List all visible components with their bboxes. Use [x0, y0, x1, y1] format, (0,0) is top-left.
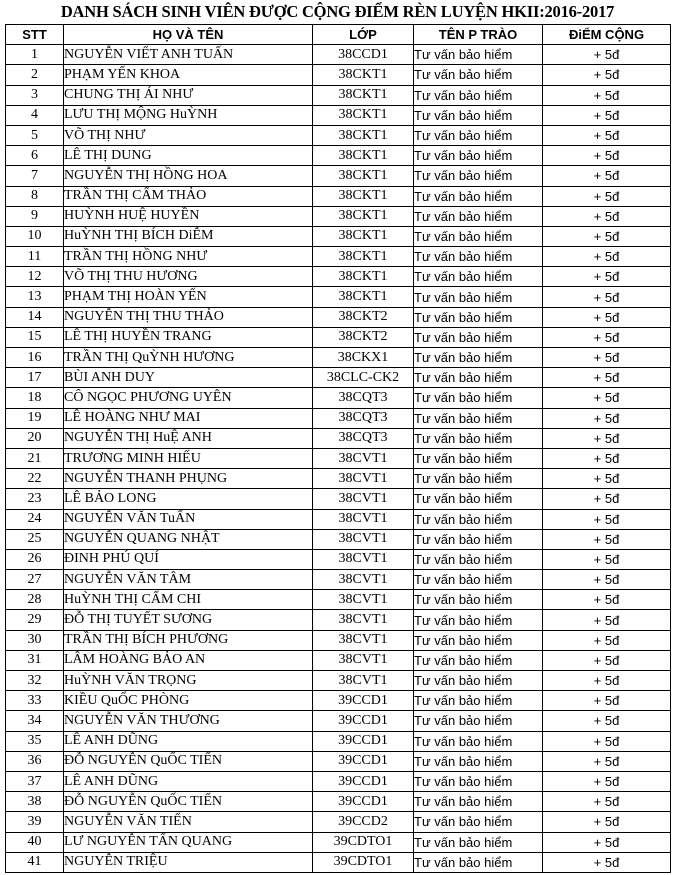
movement-name: Tư vấn bảo hiểm	[414, 529, 543, 549]
row-number: 16	[6, 348, 64, 368]
table-row	[6, 489, 671, 509]
student-name: HUỲNH HUỆ HUYỀN	[64, 206, 313, 226]
movement-name: Tư vấn bảo hiểm	[414, 307, 543, 327]
row-number: 18	[6, 388, 64, 408]
bonus-points: + 5đ	[543, 166, 671, 186]
bonus-points: + 5đ	[543, 247, 671, 267]
movement-name: Tư vấn bảo hiểm	[414, 751, 543, 771]
table-row	[6, 105, 671, 125]
student-name: LÊ HOÀNG NHƯ MAI	[64, 408, 313, 428]
bonus-points: + 5đ	[543, 771, 671, 791]
bonus-points: + 5đ	[543, 711, 671, 731]
student-name: KIỀU QuỐC PHÒNG	[64, 691, 313, 711]
movement-name: Tư vấn bảo hiểm	[414, 771, 543, 791]
class-code: 39CCD1	[313, 771, 414, 791]
bonus-points: + 5đ	[543, 610, 671, 630]
row-number: 31	[6, 650, 64, 670]
table-row	[6, 45, 671, 65]
movement-name: Tư vấn bảo hiểm	[414, 630, 543, 650]
row-number: 17	[6, 368, 64, 388]
movement-name: Tư vấn bảo hiểm	[414, 731, 543, 751]
row-number: 27	[6, 570, 64, 590]
bonus-points: + 5đ	[543, 509, 671, 529]
row-number: 4	[6, 105, 64, 125]
header-stt: STT	[6, 25, 64, 45]
movement-name: Tư vấn bảo hiểm	[414, 348, 543, 368]
table-row	[6, 125, 671, 145]
bonus-points: + 5đ	[543, 751, 671, 771]
table-row	[6, 570, 671, 590]
student-name: NGUYỄN VĂN TuẤN	[64, 509, 313, 529]
class-code: 38CKT2	[313, 307, 414, 327]
table-row	[6, 650, 671, 670]
class-code: 38CKT1	[313, 65, 414, 85]
movement-name: Tư vấn bảo hiểm	[414, 691, 543, 711]
table-row	[6, 146, 671, 166]
class-code: 38CKT1	[313, 125, 414, 145]
movement-name: Tư vấn bảo hiểm	[414, 186, 543, 206]
student-name: LÊ THỊ HUYỀN TRANG	[64, 327, 313, 347]
movement-name: Tư vấn bảo hiểm	[414, 852, 543, 872]
table-row	[6, 610, 671, 630]
student-name: NGUYỄN THỊ THU THẢO	[64, 307, 313, 327]
class-code: 38CVT1	[313, 610, 414, 630]
bonus-points: + 5đ	[543, 307, 671, 327]
bonus-points: + 5đ	[543, 226, 671, 246]
row-number: 36	[6, 751, 64, 771]
movement-name: Tư vấn bảo hiểm	[414, 610, 543, 630]
student-name: LÊ THỊ DUNG	[64, 146, 313, 166]
movement-name: Tư vấn bảo hiểm	[414, 45, 543, 65]
table-row	[6, 630, 671, 650]
bonus-points: + 5đ	[543, 45, 671, 65]
class-code: 38CKT1	[313, 267, 414, 287]
student-name: LÊ BẢO LONG	[64, 489, 313, 509]
row-number: 25	[6, 529, 64, 549]
student-name: CÔ NGỌC PHƯƠNG UYÊN	[64, 388, 313, 408]
class-code: 38CKT1	[313, 287, 414, 307]
class-code: 38CVT1	[313, 529, 414, 549]
student-name: NGUYỄN THỊ HuỆ ANH	[64, 428, 313, 448]
class-code: 39CCD1	[313, 691, 414, 711]
movement-name: Tư vấn bảo hiểm	[414, 549, 543, 569]
class-code: 38CCD1	[313, 45, 414, 65]
class-code: 38CVT1	[313, 509, 414, 529]
table-row	[6, 812, 671, 832]
table-row	[6, 226, 671, 246]
bonus-points: + 5đ	[543, 630, 671, 650]
row-number: 3	[6, 85, 64, 105]
table-row	[6, 166, 671, 186]
student-name: HuỲNH THỊ CẨM CHI	[64, 590, 313, 610]
movement-name: Tư vấn bảo hiểm	[414, 85, 543, 105]
bonus-points: + 5đ	[543, 650, 671, 670]
row-number: 12	[6, 267, 64, 287]
student-name: VÕ THỊ THU HƯƠNG	[64, 267, 313, 287]
table-row	[6, 408, 671, 428]
bonus-points: + 5đ	[543, 549, 671, 569]
movement-name: Tư vấn bảo hiểm	[414, 125, 543, 145]
class-code: 38CKT1	[313, 166, 414, 186]
header-class: LỚP	[313, 25, 414, 45]
movement-name: Tư vấn bảo hiểm	[414, 226, 543, 246]
student-name: ĐINH PHÚ QUÍ	[64, 549, 313, 569]
movement-name: Tư vấn bảo hiểm	[414, 469, 543, 489]
row-number: 6	[6, 146, 64, 166]
table-row	[6, 307, 671, 327]
table-row	[6, 388, 671, 408]
row-number: 32	[6, 671, 64, 691]
row-number: 15	[6, 327, 64, 347]
row-number: 35	[6, 731, 64, 751]
class-code: 38CQT3	[313, 408, 414, 428]
row-number: 5	[6, 125, 64, 145]
class-code: 39CCD2	[313, 812, 414, 832]
movement-name: Tư vấn bảo hiểm	[414, 812, 543, 832]
student-name: NGUYỄN THỊ HỒNG HOA	[64, 166, 313, 186]
row-number: 21	[6, 448, 64, 468]
student-name: LƯ NGUYỄN TẤN QUANG	[64, 832, 313, 852]
student-name: ĐỖ NGUYỄN QuỐC TIẾN	[64, 792, 313, 812]
student-name: TRẦN THỊ QuỲNH HƯƠNG	[64, 348, 313, 368]
bonus-points: + 5đ	[543, 852, 671, 872]
movement-name: Tư vấn bảo hiểm	[414, 428, 543, 448]
movement-name: Tư vấn bảo hiểm	[414, 146, 543, 166]
student-name: NGUYỄN THANH PHỤNG	[64, 469, 313, 489]
table-row	[6, 469, 671, 489]
class-code: 39CCD1	[313, 792, 414, 812]
header-name: HỌ VÀ TÊN	[64, 25, 313, 45]
class-code: 38CVT1	[313, 671, 414, 691]
student-name: HuỲNH THỊ BÍCH DiỄM	[64, 226, 313, 246]
movement-name: Tư vấn bảo hiểm	[414, 247, 543, 267]
table-row	[6, 549, 671, 569]
movement-name: Tư vấn bảo hiểm	[414, 509, 543, 529]
class-code: 38CKT1	[313, 146, 414, 166]
class-code: 38CKT1	[313, 186, 414, 206]
row-number: 13	[6, 287, 64, 307]
movement-name: Tư vấn bảo hiểm	[414, 368, 543, 388]
row-number: 26	[6, 549, 64, 569]
table-row	[6, 590, 671, 610]
table-row	[6, 529, 671, 549]
student-name: TRẦN THỊ HỒNG NHƯ	[64, 247, 313, 267]
class-code: 38CQT3	[313, 428, 414, 448]
row-number: 9	[6, 206, 64, 226]
bonus-points: + 5đ	[543, 348, 671, 368]
table-row	[6, 247, 671, 267]
student-name: CHUNG THỊ ÁI NHƯ	[64, 85, 313, 105]
row-number: 29	[6, 610, 64, 630]
student-name: PHẠM THỊ HOÀN YẾN	[64, 287, 313, 307]
bonus-points: + 5đ	[543, 408, 671, 428]
bonus-points: + 5đ	[543, 792, 671, 812]
row-number: 34	[6, 711, 64, 731]
movement-name: Tư vấn bảo hiểm	[414, 590, 543, 610]
row-number: 38	[6, 792, 64, 812]
movement-name: Tư vấn bảo hiểm	[414, 832, 543, 852]
table-row	[6, 85, 671, 105]
row-number: 14	[6, 307, 64, 327]
header-points: ĐiỂM CỘNG	[543, 25, 671, 45]
page-title: DANH SÁCH SINH VIÊN ĐƯỢC CỘNG ĐIỂM RÈN LUYỆN HKII:2016-2017	[60, 2, 615, 21]
student-name: LÂM HOÀNG BẢO AN	[64, 650, 313, 670]
class-code: 39CDTO1	[313, 832, 414, 852]
row-number: 23	[6, 489, 64, 509]
class-code: 38CVT1	[313, 469, 414, 489]
row-number: 40	[6, 832, 64, 852]
movement-name: Tư vấn bảo hiểm	[414, 388, 543, 408]
bonus-points: + 5đ	[543, 105, 671, 125]
table-row	[6, 327, 671, 347]
movement-name: Tư vấn bảo hiểm	[414, 327, 543, 347]
table-row	[6, 671, 671, 691]
class-code: 38CKX1	[313, 348, 414, 368]
movement-name: Tư vấn bảo hiểm	[414, 166, 543, 186]
row-number: 1	[6, 45, 64, 65]
class-code: 39CCD1	[313, 731, 414, 751]
movement-name: Tư vấn bảo hiểm	[414, 448, 543, 468]
row-number: 19	[6, 408, 64, 428]
class-code: 38CQT3	[313, 388, 414, 408]
row-number: 22	[6, 469, 64, 489]
class-code: 39CDTO1	[313, 852, 414, 872]
movement-name: Tư vấn bảo hiểm	[414, 206, 543, 226]
student-table	[5, 24, 671, 873]
student-name: BÙI ANH DUY	[64, 368, 313, 388]
student-name: LÊ ANH DŨNG	[64, 731, 313, 751]
class-code: 38CKT1	[313, 206, 414, 226]
bonus-points: + 5đ	[543, 590, 671, 610]
movement-name: Tư vấn bảo hiểm	[414, 287, 543, 307]
bonus-points: + 5đ	[543, 206, 671, 226]
movement-name: Tư vấn bảo hiểm	[414, 489, 543, 509]
student-name: HuỲNH VĂN TRỌNG	[64, 671, 313, 691]
student-name: NGUYỄN QUANG NHẬT	[64, 529, 313, 549]
table-row	[6, 509, 671, 529]
class-code: 38CVT1	[313, 630, 414, 650]
bonus-points: + 5đ	[543, 85, 671, 105]
table-row	[6, 368, 671, 388]
table-row	[6, 428, 671, 448]
row-number: 39	[6, 812, 64, 832]
row-number: 37	[6, 771, 64, 791]
student-name: ĐỖ THỊ TUYẾT SƯƠNG	[64, 610, 313, 630]
table-header-row	[6, 25, 671, 45]
student-name: NGUYỄN VĂN TÂM	[64, 570, 313, 590]
class-code: 38CVT1	[313, 650, 414, 670]
student-name: PHẠM YẾN KHOA	[64, 65, 313, 85]
table-row	[6, 186, 671, 206]
student-name: LƯU THỊ MỘNG HuỲNH	[64, 105, 313, 125]
bonus-points: + 5đ	[543, 691, 671, 711]
table-row	[6, 267, 671, 287]
class-code: 38CKT1	[313, 247, 414, 267]
row-number: 10	[6, 226, 64, 246]
student-name: TRƯƠNG MINH HIẾU	[64, 448, 313, 468]
bonus-points: + 5đ	[543, 327, 671, 347]
bonus-points: + 5đ	[543, 186, 671, 206]
row-number: 8	[6, 186, 64, 206]
movement-name: Tư vấn bảo hiểm	[414, 711, 543, 731]
class-code: 38CKT2	[313, 327, 414, 347]
student-name: TRẦN THỊ BÍCH PHƯƠNG	[64, 630, 313, 650]
bonus-points: + 5đ	[543, 529, 671, 549]
bonus-points: + 5đ	[543, 65, 671, 85]
movement-name: Tư vấn bảo hiểm	[414, 570, 543, 590]
bonus-points: + 5đ	[543, 671, 671, 691]
class-code: 38CLC-CK2	[313, 368, 414, 388]
table-row	[6, 852, 671, 872]
student-name: NGUYỄN VIẾT ANH TUẤN	[64, 45, 313, 65]
movement-name: Tư vấn bảo hiểm	[414, 65, 543, 85]
table-row	[6, 792, 671, 812]
bonus-points: + 5đ	[543, 267, 671, 287]
row-number: 7	[6, 166, 64, 186]
class-code: 38CKT1	[313, 105, 414, 125]
class-code: 38CVT1	[313, 570, 414, 590]
class-code: 38CKT1	[313, 226, 414, 246]
bonus-points: + 5đ	[543, 287, 671, 307]
class-code: 38CVT1	[313, 590, 414, 610]
bonus-points: + 5đ	[543, 448, 671, 468]
student-name: LÊ ANH DŨNG	[64, 771, 313, 791]
class-code: 38CVT1	[313, 489, 414, 509]
bonus-points: + 5đ	[543, 428, 671, 448]
bonus-points: + 5đ	[543, 812, 671, 832]
bonus-points: + 5đ	[543, 489, 671, 509]
table-row	[6, 771, 671, 791]
student-name: NGUYỄN VĂN THƯƠNG	[64, 711, 313, 731]
student-name: NGUYỄN TRIỆU	[64, 852, 313, 872]
row-number: 11	[6, 247, 64, 267]
row-number: 33	[6, 691, 64, 711]
movement-name: Tư vấn bảo hiểm	[414, 105, 543, 125]
table-row	[6, 731, 671, 751]
table-row	[6, 287, 671, 307]
class-code: 39CCD1	[313, 751, 414, 771]
table-row	[6, 448, 671, 468]
table-row	[6, 751, 671, 771]
row-number: 28	[6, 590, 64, 610]
class-code: 38CVT1	[313, 448, 414, 468]
student-name: VÕ THỊ NHƯ	[64, 125, 313, 145]
bonus-points: + 5đ	[543, 146, 671, 166]
movement-name: Tư vấn bảo hiểm	[414, 408, 543, 428]
table-row	[6, 348, 671, 368]
table-row	[6, 832, 671, 852]
class-code: 39CCD1	[313, 711, 414, 731]
bonus-points: + 5đ	[543, 125, 671, 145]
bonus-points: + 5đ	[543, 469, 671, 489]
row-number: 24	[6, 509, 64, 529]
class-code: 38CKT1	[313, 85, 414, 105]
bonus-points: + 5đ	[543, 731, 671, 751]
row-number: 20	[6, 428, 64, 448]
class-code: 38CVT1	[313, 549, 414, 569]
movement-name: Tư vấn bảo hiểm	[414, 267, 543, 287]
student-name: NGUYỄN VĂN TIẾN	[64, 812, 313, 832]
bonus-points: + 5đ	[543, 832, 671, 852]
movement-name: Tư vấn bảo hiểm	[414, 792, 543, 812]
movement-name: Tư vấn bảo hiểm	[414, 671, 543, 691]
row-number: 41	[6, 852, 64, 872]
table-row	[6, 206, 671, 226]
movement-name: Tư vấn bảo hiểm	[414, 650, 543, 670]
table-row	[6, 65, 671, 85]
header-movement: TÊN P TRÀO	[414, 25, 543, 45]
table-row	[6, 711, 671, 731]
row-number: 2	[6, 65, 64, 85]
bonus-points: + 5đ	[543, 368, 671, 388]
student-name: TRẦN THỊ CẨM THẢO	[64, 186, 313, 206]
student-name: ĐỖ NGUYỄN QuỐC TIẾN	[64, 751, 313, 771]
row-number: 30	[6, 630, 64, 650]
table-row	[6, 691, 671, 711]
bonus-points: + 5đ	[543, 388, 671, 408]
bonus-points: + 5đ	[543, 570, 671, 590]
